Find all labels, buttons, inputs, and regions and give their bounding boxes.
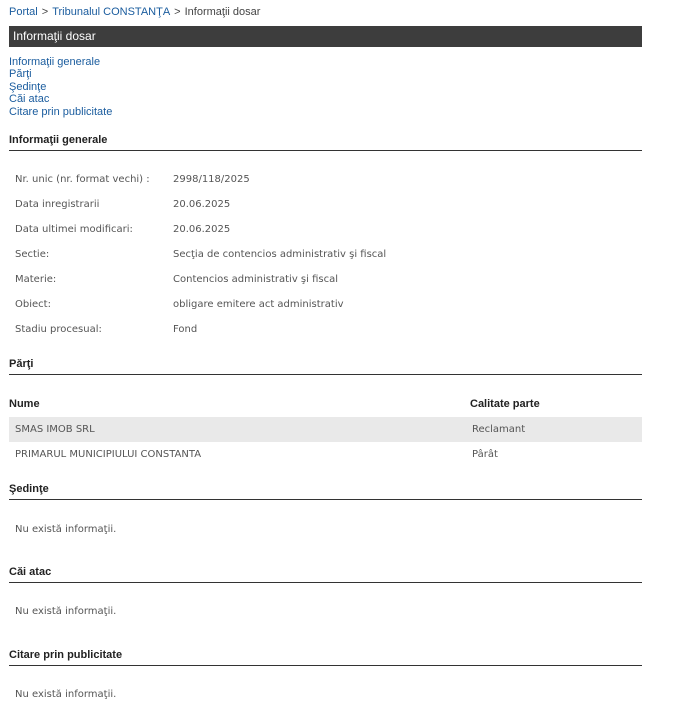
nav-link-general-info[interactable]: Informaţii generale — [9, 56, 101, 68]
hearings-heading: Şedinţe — [9, 483, 642, 500]
info-row-case-number — [15, 173, 250, 187]
public-summons-heading: Citare prin publicitate — [9, 649, 642, 666]
party-name: SMAS IMOB SRL — [15, 424, 95, 435]
info-label: Nr. unic (nr. format vechi) : — [15, 174, 150, 185]
party-role: Pârât — [472, 449, 498, 460]
info-label: Materie: — [15, 274, 57, 285]
nav-link-parties[interactable]: Părţi — [9, 68, 32, 81]
info-value: Fond — [173, 324, 198, 335]
info-value: obligare emitere act administrativ — [173, 299, 344, 310]
parties-table-header — [9, 393, 642, 415]
info-value: 20.06.2025 — [173, 224, 231, 235]
table-row — [9, 417, 642, 442]
info-value: 20.06.2025 — [173, 199, 231, 210]
nav-link-hearings[interactable]: Şedinţe — [9, 80, 47, 93]
breadcrumb-court-link[interactable]: Tribunalul CONSTANŢA — [52, 6, 171, 18]
appeals-empty-message: Nu există informaţii. — [15, 606, 117, 617]
section-quick-nav — [9, 56, 112, 118]
nav-link-public-summons[interactable]: Citare prin publicitate — [9, 105, 113, 118]
breadcrumb-separator: > — [41, 6, 49, 18]
info-row-section — [15, 248, 387, 262]
info-label: Data ultimei modificari: — [15, 224, 133, 235]
breadcrumb — [9, 5, 260, 19]
info-value: 2998/118/2025 — [173, 174, 250, 185]
info-row-registration-date — [15, 198, 231, 212]
public-summons-empty-message: Nu există informaţii. — [15, 689, 117, 700]
column-header-name: Nume — [9, 398, 40, 410]
info-row-matter — [15, 273, 338, 287]
info-value: Secţia de contencios administrativ şi fiscal — [173, 249, 387, 260]
hearings-empty-message: Nu există informaţii. — [15, 524, 117, 535]
party-name: PRIMARUL MUNICIPIULUI CONSTANTA — [15, 449, 202, 460]
info-row-last-modified — [15, 223, 231, 237]
info-row-procedural-stage — [15, 323, 198, 337]
parties-heading: Părţi — [9, 358, 642, 375]
breadcrumb-current: Informaţii dosar — [184, 6, 261, 18]
info-label: Sectie: — [15, 249, 50, 260]
info-row-object — [15, 298, 344, 312]
page-title-bar — [9, 26, 642, 47]
breadcrumb-separator: > — [174, 6, 181, 18]
column-header-role: Calitate parte — [470, 398, 540, 410]
table-row — [9, 442, 642, 467]
appeals-heading: Căi atac — [9, 566, 642, 583]
info-label: Stadiu procesual: — [15, 324, 102, 335]
info-label: Obiect: — [15, 299, 51, 310]
info-value: Contencios administrativ şi fiscal — [173, 274, 338, 285]
general-info-heading: Informaţii generale — [9, 134, 642, 151]
party-role: Reclamant — [472, 424, 526, 435]
page-title: Informaţii dosar — [13, 29, 96, 43]
nav-link-appeals[interactable]: Căi atac — [9, 93, 50, 106]
info-label: Data inregistrarii — [15, 199, 100, 210]
breadcrumb-portal-link[interactable]: Portal — [9, 6, 38, 18]
